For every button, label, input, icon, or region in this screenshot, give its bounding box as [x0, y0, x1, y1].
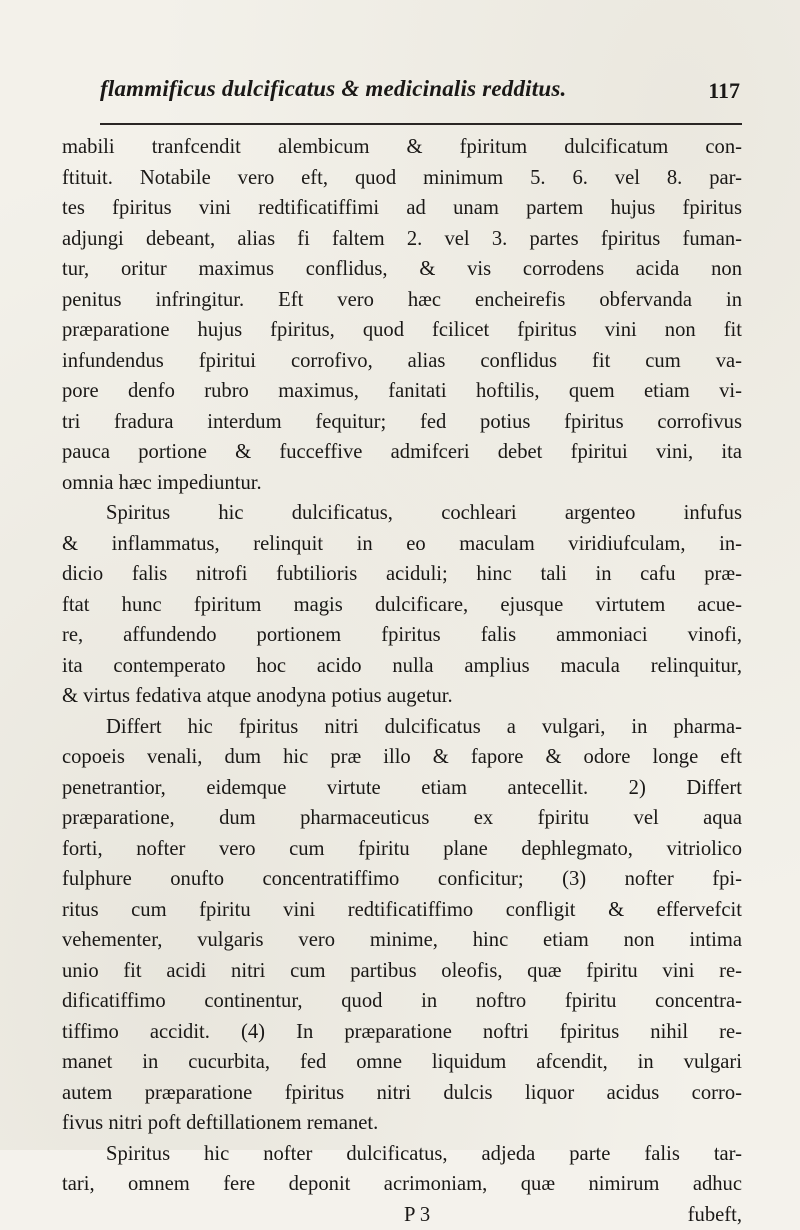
- text-line: & virtus fedativa atque anodyna potius augetur.: [62, 681, 742, 712]
- text-line: fulphure onufto concentratiffimo conficitur; (3) nofter fpi-: [62, 864, 742, 895]
- text-line: penitus infringitur. Eft vero hæc encheirefis obfervanda in: [62, 285, 742, 316]
- text-line: copoeis venali, dum hic præ illo & fapore & odore longe eft: [62, 742, 742, 773]
- text-line: ritus cum fpiritu vini redtificatiffimo confligit & effervefcit: [62, 895, 742, 926]
- catchword-line: [62, 1200, 742, 1230]
- text-line: vehementer, vulgaris vero minime, hinc etiam non intima: [62, 925, 742, 956]
- text-line: præparatione, dum pharmaceuticus ex fpiritu vel aqua: [62, 803, 742, 834]
- text-line: & inflammatus, relinquit in eo maculam viridiufculam, in-: [62, 529, 742, 560]
- text-line: forti, nofter vero cum fpiritu plane dephlegmato, vitriolico: [62, 834, 742, 865]
- text-line: fivus nitri poft deftillationem remanet.: [62, 1108, 742, 1139]
- text-line: ita contemperato hoc acido nulla amplius macula relinquitur,: [62, 651, 742, 682]
- text-line: manet in cucurbita, fed omne liquidum afcendit, in vulgari: [62, 1047, 742, 1078]
- signature-mark: P 3: [404, 1200, 430, 1230]
- text-line: omnia hæc impediuntur.: [62, 468, 742, 499]
- text-line: adjungi debeant, alias fi faltem 2. vel 3. partes fpiritus fuman-: [62, 224, 742, 255]
- text-line: Spiritus hic dulcificatus, cochleari argenteo infufus: [62, 498, 742, 529]
- header-rule: [100, 123, 742, 125]
- text-line: penetrantior, eidemque virtute etiam antecellit. 2) Differt: [62, 773, 742, 804]
- running-head: [100, 76, 740, 116]
- text-line: re, affundendo portionem fpiritus falis ammoniaci vinofi,: [62, 620, 742, 651]
- text-line: Spiritus hic nofter dulcificatus, adjeda parte falis tar-: [62, 1139, 742, 1170]
- text-line: dicio falis nitrofi fubtilioris aciduli; hinc tali in cafu præ-: [62, 559, 742, 590]
- running-title: flammificus dulcificatus & medicinalis redditus.: [100, 76, 566, 102]
- text-line: autem præparatione fpiritus nitri dulcis liquor acidus corro-: [62, 1078, 742, 1109]
- text-line: unio fit acidi nitri cum partibus oleofis, quæ fpiritu vini re-: [62, 956, 742, 987]
- text-line: tiffimo accidit. (4) In præparatione noftri fpiritus nihil re-: [62, 1017, 742, 1048]
- text-line: tari, omnem fere deponit acrimoniam, quæ nimirum adhuc: [62, 1169, 742, 1200]
- text-line: tes fpiritus vini redtificatiffimi ad unam partem hujus fpiritus: [62, 193, 742, 224]
- text-line: pore denfo rubro maximus, fanitati hoftilis, quem etiam vi-: [62, 376, 742, 407]
- text-line: pauca portione & fucceffive admifceri debet fpiritui vini, ita: [62, 437, 742, 468]
- text-line: præparatione hujus fpiritus, quod fcilicet fpiritus vini non fit: [62, 315, 742, 346]
- text-line: Differt hic fpiritus nitri dulcificatus a vulgari, in pharma-: [62, 712, 742, 743]
- text-line: ftituit. Notabile vero eft, quod minimum 5. 6. vel 8. par-: [62, 163, 742, 194]
- text-line: dificatiffimo continentur, quod in noftro fpiritu concentra-: [62, 986, 742, 1017]
- page-number: 117: [708, 78, 740, 104]
- text-line: ftat hunc fpiritum magis dulcificare, ejusque virtutem acue-: [62, 590, 742, 621]
- text-line: tur, oritur maximus conflidus, & vis corrodens acida non: [62, 254, 742, 285]
- text-line: tri fradura interdum fequitur; fed potius fpiritus corrofivus: [62, 407, 742, 438]
- text-line: infundendus fpiritui corrofivo, alias conflidus fit cum va-: [62, 346, 742, 377]
- body-text: [62, 132, 742, 1230]
- text-line: mabili tranfcendit alembicum & fpiritum dulcificatum con-: [62, 132, 742, 163]
- catchword: fubeft,: [688, 1200, 742, 1230]
